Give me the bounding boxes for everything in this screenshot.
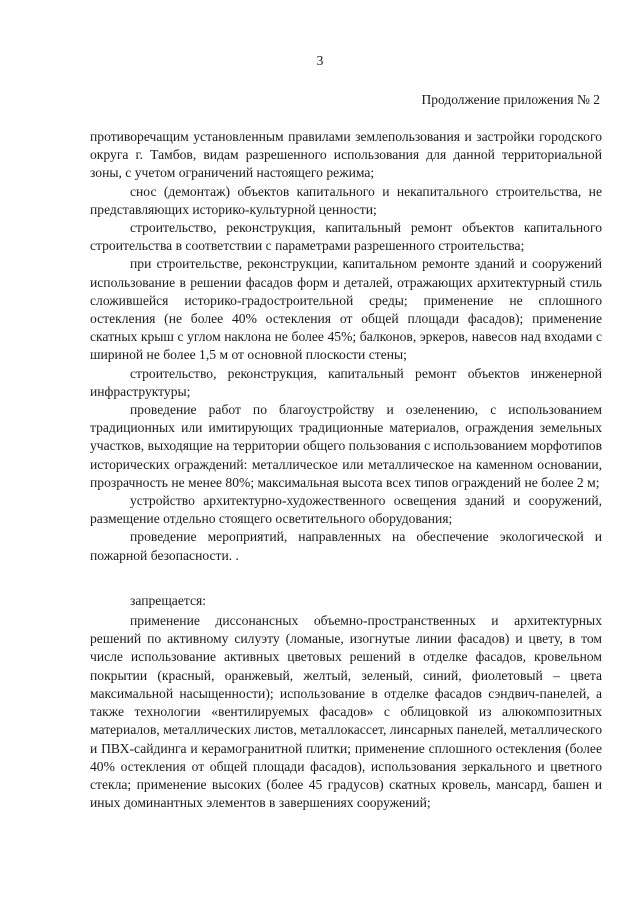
page-number: 3 (316, 53, 324, 68)
appendix-continuation-note: Продолжение приложения № 2 (421, 92, 600, 107)
paragraph: устройство архитектурно-художественного освещения зданий и сооружений, размещение отдельно стоящего осветительного оборудования; (90, 493, 602, 527)
paragraph: снос (демонтаж) объектов капитального и некапитального строительства, не представляющих историко-культурной ценности; (90, 183, 602, 217)
paragraph: строительство, реконструкция, капитальный ремонт объектов инженерной инфраструктуры; (90, 365, 602, 399)
prohibited-heading: запрещается: (130, 592, 207, 608)
document-body (90, 128, 602, 812)
paragraph: при строительстве, реконструкции, капитальном ремонте зданий и сооружений использование в решении фасадов форм и деталей, отражающих архитектурный стиль сложившейся историко-градостроительной среды; применение не сплошного остекления (не более 40% остекления от общей площади фасадов); применение скатных крыш с углом наклона не более 45%; балконов, эркеров, навесов над входами с шириной не более 1,5 м от основной плоскости стены; (90, 256, 602, 363)
paragraph: противоречащим установленным правилами землепользования и застройки городского округа г. Тамбов, видам разрешенного использования для данной территориальной зоны, с учетом ограничений настоящего режима; (90, 129, 602, 181)
paragraph: проведение мероприятий, направленных на обеспечение экологической и пожарной безопасности. . (90, 529, 602, 563)
paragraph: строительство, реконструкция, капитальный ремонт объектов капитального строительства в соответствии с параметрами разрешенного строительства; (90, 220, 602, 254)
prohibited-paragraph: применение диссонансных объемно-пространственных и архитектурных решений по активному силуэту (ломаные, изогнутые линии фасадов) и цвету, в том числе использование активных цветовых решений в отделке фасадов, кровельном покрытии (красный, оранжевый, желтый, зеленый, синий, фиолетовый – цвета максимальной насыщенности); использование в отделке фасадов сэндвич-панелей, а также технологии «вентилируемых фасадов» с облицовкой из алюкомпозитных материалов, металлических листов, металлокассет, линсарных панелей, металлического и ПВХ-сайдинга и керамогранитной плитки; применение сплошного остекления (более 40% остекления от общей площади фасадов), использования зеркального и цветного стекла; применение высоких (более 45 градусов) скатных кровель, мансард, башен и иных доминантных элементов в завершениях сооружений; (90, 613, 602, 811)
paragraph: проведение работ по благоустройству и озеленению, с использованием традиционных или имитирующих традиционные материалов, ограждения земельных участков, выходящие на территории общего пользования с использованием морфотипов исторических ограждений: металлическое или металлическое на каменном основании, прозрачность не менее 80%; максимальная высота всех типов ограждений не более 2 м; (90, 402, 602, 490)
